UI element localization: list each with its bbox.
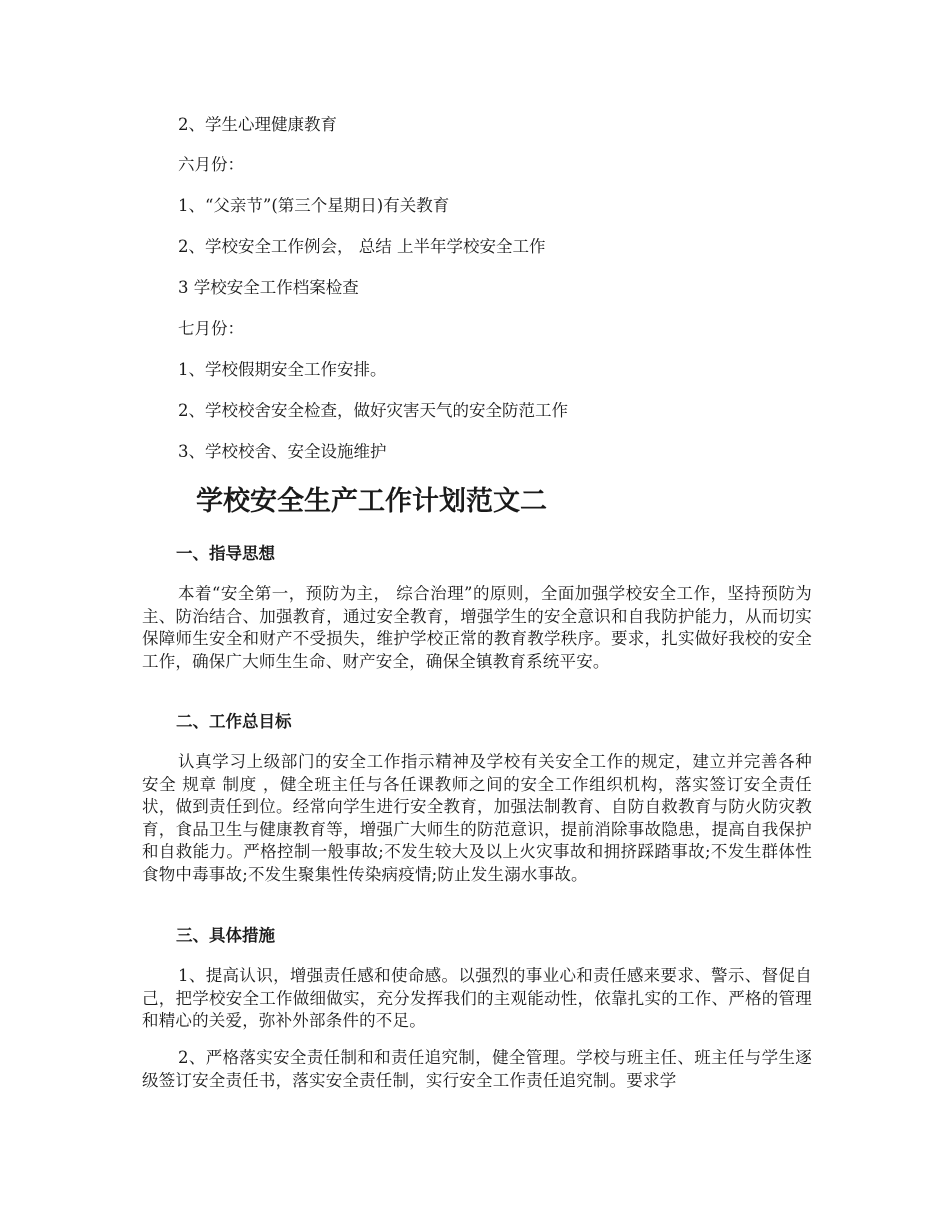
section-heading-guiding-ideology: 一、指导思想 bbox=[176, 544, 275, 563]
document-title: 学校安全生产工作计划范文二 bbox=[196, 486, 547, 517]
paragraph-overall-goal: 认真学习上级部门的安全工作指示精神及学校有关安全工作的规定，建立并完善各种安全 规章 制度 ，健全班主任与各任课教师之间的安全工作组织机构，落实签订安全责任状，做到责任到位。经常向学生进行安全教育，加强法制教育、自防自救教育与防火防灾教育，食品卫生与健康教育等，增强广大师生的防范意识，提前消除事故隐患，提高自我保护和自救能力。严格控制一般事故;不发生较大及以上火灾事故和拥挤踩踏事故;不发生群体性食物中毒事故;不发生聚集性传染病疫情;防止发生溺水事故。 bbox=[142, 752, 812, 884]
section-heading-overall-goal: 二、工作总目标 bbox=[176, 712, 292, 731]
list-item-facility-maintenance: 3、学校校舍、安全设施维护 bbox=[178, 442, 387, 461]
paragraph-measure-2: 2、严格落实安全责任制和和责任追究制，健全管理。学校与班主任、班主任与学生逐级签订安全责任书，落实安全责任制，实行安全工作责任追究制。要求学 bbox=[142, 1048, 812, 1090]
paragraph-guiding-ideology: 本着“安全第一，预防为主， 综合治理”的原则，全面加强学校安全工作，坚持预防为主、防治结合、加强教育，通过安全教育，增强学生的安全意识和自我防护能力，从而切实保障师生安全和财产不受损失，维护学校正常的教育教学秩序。要求，扎实做好我校的安全工作，确保广大师生生命、财产安全，确保全镇教育系统平安。 bbox=[142, 584, 812, 671]
month-label-june: 六月份： bbox=[178, 155, 244, 174]
month-label-july: 七月份： bbox=[178, 319, 244, 338]
list-item-holiday-safety: 1、学校假期安全工作安排。 bbox=[178, 360, 387, 379]
section-heading-measures: 三、具体措施 bbox=[176, 926, 275, 945]
list-item-psychology-education: 2、学生心理健康教育 bbox=[178, 115, 337, 134]
list-item-building-inspection: 2、学校校舍安全检查，做好灾害天气的安全防范工作 bbox=[178, 401, 568, 420]
list-item-fathers-day: 1、“父亲节”(第三个星期日)有关教育 bbox=[178, 196, 450, 215]
list-item-safety-meeting: 2、学校安全工作例会， 总结 上半年学校安全工作 bbox=[178, 237, 546, 256]
list-item-archive-check: 3 学校安全工作档案检查 bbox=[178, 278, 359, 297]
paragraph-measure-1: 1、提高认识，增强责任感和使命感。以强烈的事业心和责任感来要求、警示、督促自己，把学校安全工作做细做实，充分发挥我们的主观能动性，依靠扎实的工作、严格的管理和精心的关爱，弥补外部条件的不足。 bbox=[142, 966, 812, 1030]
